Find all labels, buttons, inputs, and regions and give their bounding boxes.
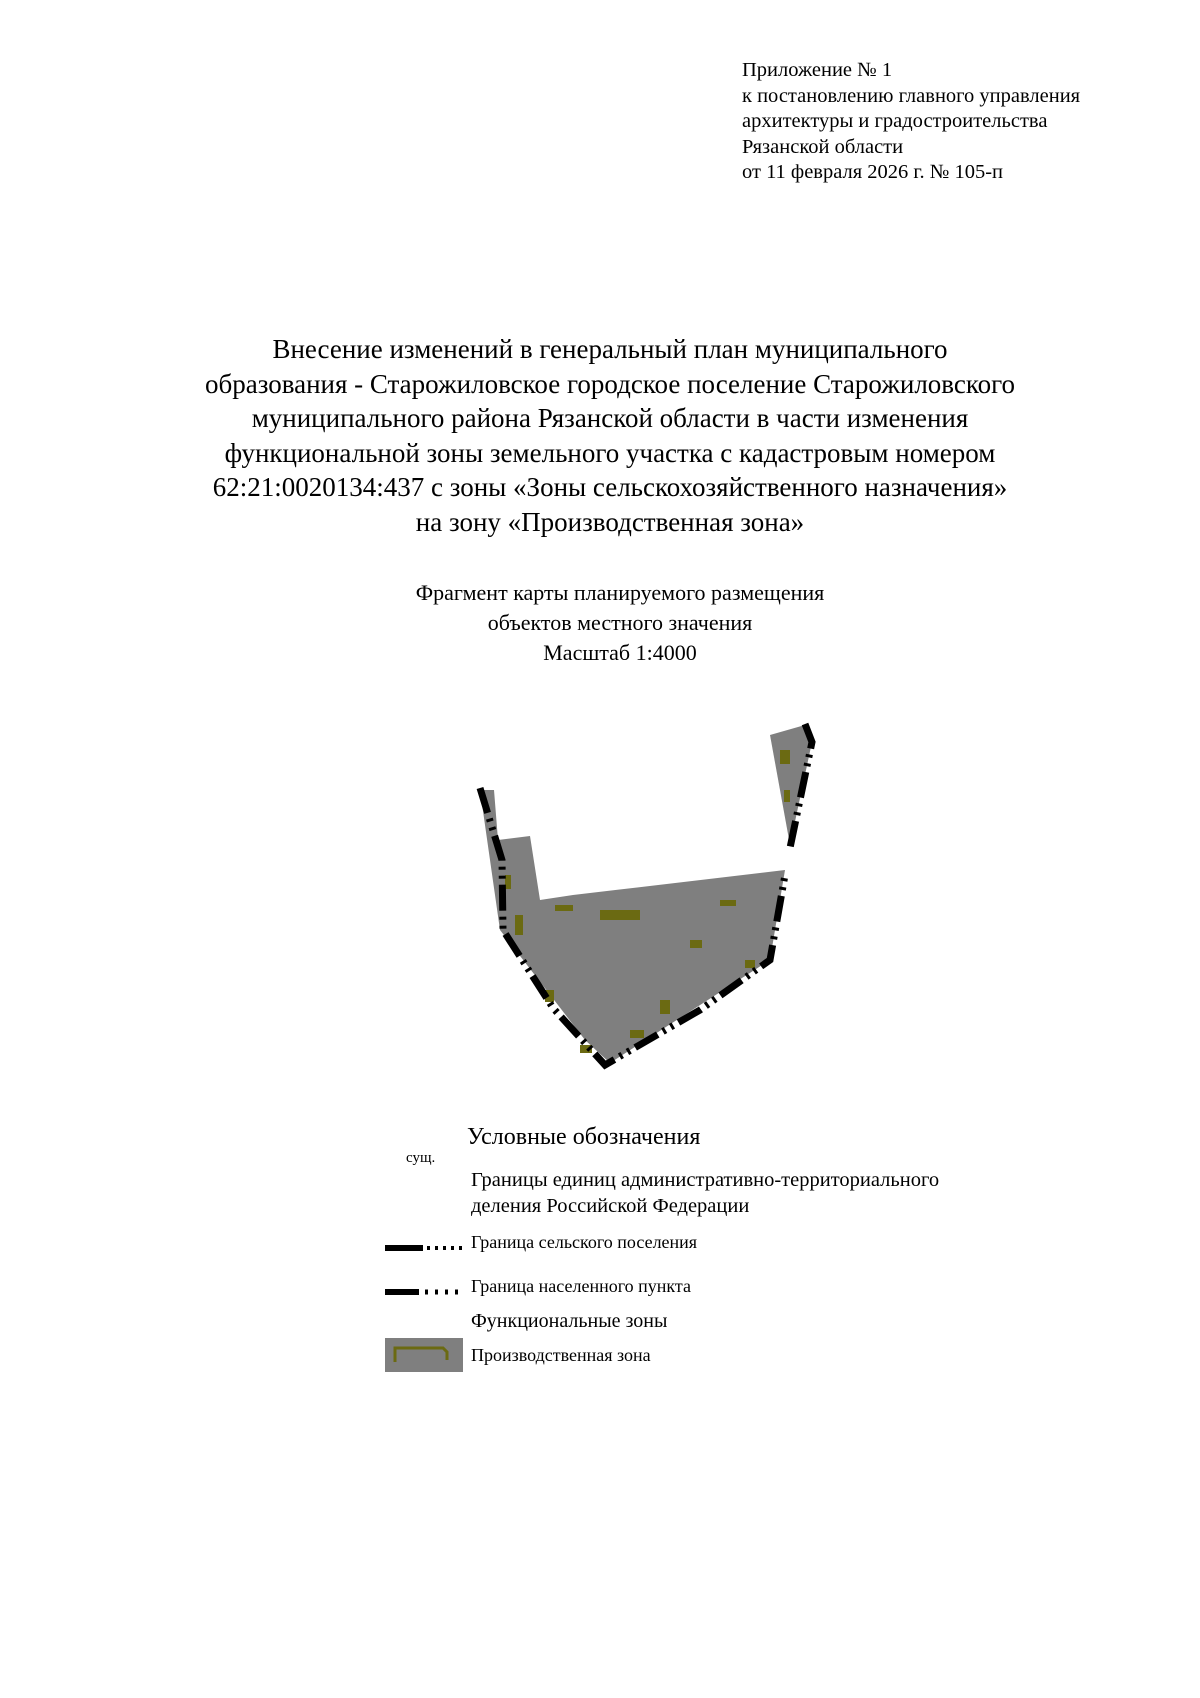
- title-line: функциональной зоны земельного участка с кадастровым номером: [224, 437, 996, 468]
- legend-admin-line: деления Российской Федерации: [471, 1195, 750, 1217]
- scale-label: Масштаб 1:4000: [543, 640, 697, 665]
- subtitle-line: объектов местного значения: [487, 610, 753, 635]
- appendix-line: Рязанской области: [742, 135, 904, 158]
- appendix-line: Приложение № 1: [742, 59, 893, 81]
- legend-admin-line: Границы единиц административно-территориального: [471, 1169, 940, 1191]
- legend-title: Условные обозначения: [467, 1124, 701, 1150]
- production-zone-swatch-texture: [385, 1338, 463, 1372]
- legend-admin-heading: [471, 1167, 939, 1219]
- locality-boundary-line-icon: [385, 1286, 465, 1298]
- title-line: 62:21:0020134:437 с зоны «Зоны сельскохозяйственного назначения»: [212, 472, 1008, 502]
- title-line: на зону «Производственная зона»: [415, 506, 805, 537]
- title-line: Внесение изменений в генеральный план муниципального: [272, 334, 948, 364]
- production-zone-parcel: [480, 790, 785, 1063]
- appendix-line: к постановлению главного управления: [742, 84, 1081, 107]
- legend-zones-title: Функциональные зоны: [471, 1310, 668, 1332]
- legend-item-rural-settlement: Граница сельского поселения: [471, 1232, 698, 1252]
- appendix-line: от 11 февраля 2026 г. № 105-п: [742, 161, 1004, 183]
- legend-item-locality: Граница населенного пункта: [471, 1276, 691, 1296]
- legend-item-production-zone: Производственная зона: [471, 1345, 651, 1365]
- legend-sush-label: сущ.: [406, 1150, 436, 1166]
- rural-settlement-boundary-line-icon: [385, 1242, 465, 1254]
- subtitle-line: Фрагмент карты планируемого размещения: [415, 580, 825, 605]
- appendix-line: архитектуры и градостроительства: [742, 110, 1048, 132]
- title-line: муниципального района Рязанской области в части изменения: [251, 403, 969, 433]
- title-line: образования - Старожиловское городское поселение Старожиловского: [204, 368, 1016, 399]
- production-zone-swatch: [385, 1338, 463, 1372]
